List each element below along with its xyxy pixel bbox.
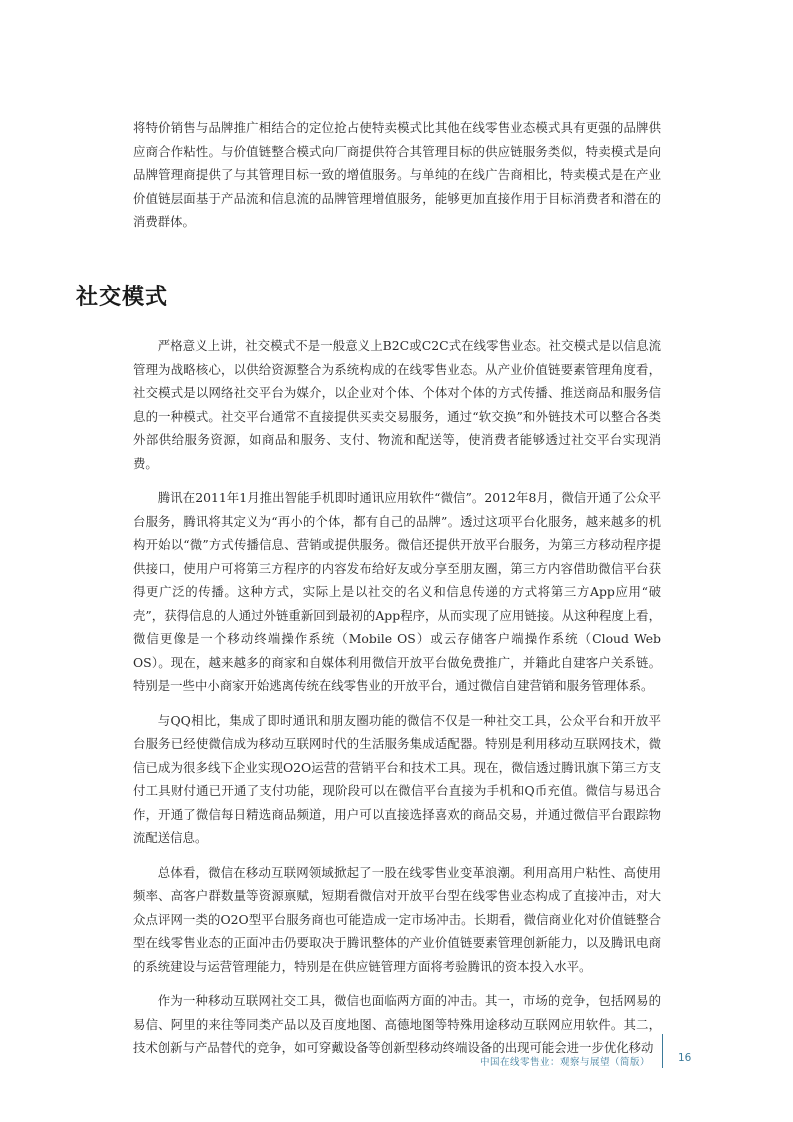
body-paragraph-4: 总体看，微信在移动互联网领域掀起了一股在线零售业变革浪潮。利用高用户粘性、高使用频率、高客户群数量等资源禀赋，短期看微信对开放平台型在线零售业态构成了直接冲击，对大众点评网一类的O2O型平台服务商也可能造成一定市场冲击。长期看，微信商业化对价值链整合型在线零售业态的正面冲击仍要取决于腾讯整体的产业价值链要素管理创新能力，以及腾讯电商的系统建设与运营管理能力，特别是在供应链管理方面将考验腾讯的资本投入水平。 — [133, 864, 661, 974]
section-title: 社交模式 — [76, 285, 169, 310]
body-paragraph-1: 严格意义上讲，社交模式不是一般意义上B2C或C2C式在线零售业态。社交模式是以信息流管理为战略核心，以供给资源整合为系统构成的在线零售业态。从产业价值链要素管理角度看，社交模式是以网络社交平台为媒介，以企业对个体、个体对个体的方式传播、推送商品和服务信息的一种模式。社交平台通常不直接提供买卖交易服务，通过“软交换”和外链技术可以整合各类外部供给服务资源，如商品和服务、支付、物流和配送等，使消费者能够透过社交平台实现消费。 — [133, 338, 661, 471]
body-paragraph-2: 腾讯在2011年1月推出智能手机即时通讯应用软件“微信”。2012年8月，微信开通了公众平台服务，腾讯将其定义为“再小的个体，都有自己的品牌”。透过这项平台化服务，越来越多的机构开始以“微”方式传播信息、营销或提供服务。微信还提供开放平台服务，为第三方移动程序提供接口，使用户可将第三方程序的内容发布给好友或分享至朋友圈，第三方内容借助微信平台获得更广泛的传播。这种方式，实际上是以社交的名义和信息传递的方式将第三方App应用“破壳”，获得信息的人通过外链重新回到最初的App程序，从而实现了应用链接。从这种程度上看，微信更像是一个移动终端操作系统（Mobile OS）或云存储客户端操作系统（Cloud Web OS）。现在，越来越多的商家和自媒体利用微信开放平台做免费推广，并籍此自建客户关系链。特别是一些中小商家开始逃离传统在线零售业的开放平台，通过微信自建营销和服务管理体系。 — [133, 490, 661, 693]
section-body — [133, 334, 661, 1071]
footer-title: 中国在线零售业：观察与展望（简版） — [479, 1057, 650, 1068]
body-paragraph-3: 与QQ相比，集成了即时通讯和朋友圈功能的微信不仅是一种社交工具，公众平台和开放平台服务已经使微信成为移动互联网时代的生活服务集成适配器。特别是利用移动互联网技术，微信已成为很多线下企业实现O2O运营的营销平台和技术工具。现在，微信透过腾讯旗下第三方支付工具财付通已开通了支付功能，现阶段可以在微信平台直接为手机和Q币充值。微信与易迅合作，开通了微信每日精选商品频道，用户可以直接选择喜欢的商品交易，并通过微信平台跟踪物流配送信息。 — [133, 712, 661, 845]
page-number: 16 — [678, 1052, 692, 1064]
body-paragraph-5: 作为一种移动互联网社交工具，微信也面临两方面的冲击。其一，市场的竞争，包括网易的易信、阿里的来往等同类产品以及百度地图、高德地图等特殊用途移动互联网应用软件。其二，技术创新与产品替代的竞争，如可穿戴设备等创新型移动终端设备的出现可能会进一步优化移动 — [133, 993, 661, 1055]
footer-divider — [662, 1034, 663, 1068]
intro-paragraph: 将特价销售与品牌推广相结合的定位抢占使特卖模式比其他在线零售业态模式具有更强的品牌供应商合作粘性。与价值链整合模式向厂商提供符合其管理目标的供应链服务类似，特卖模式是向品牌管理商提供了与其管理目标一致的增值服务。与单纯的在线广告商相比，特卖模式是在产业价值链层面基于产品流和信息流的品牌管理增值服务，能够更加直接作用于目标消费者和潜在的消费群体。 — [133, 120, 661, 229]
